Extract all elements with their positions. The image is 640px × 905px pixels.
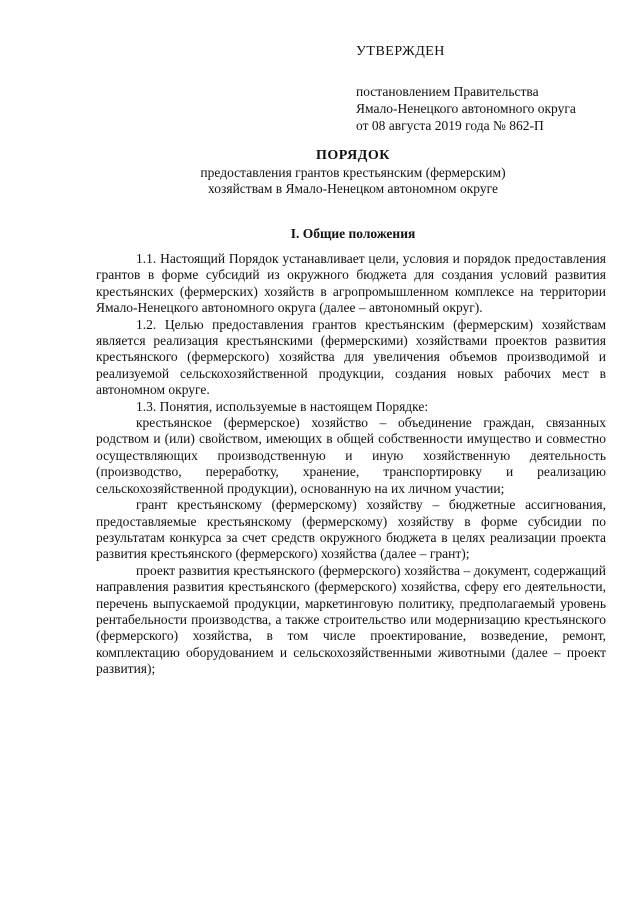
paragraph-1-2: 1.2. Целью предоставления грантов крестьянским (фермерским) хозяйствам является реализация крестьянскими (фермерскими) хозяйствами проектов развития крестьянского (фермерского) хозяйства для увеличения объемов производимой и реализуемой сельскохозяйственной продукции, создания новых рабочих мест в автономном округе.	[96, 316, 606, 398]
definition-grant: грант крестьянскому (фермерскому) хозяйству – бюджетные ассигнования, предоставляемые крестьянскому (фермерскому) хозяйству в форме субсидии по результатам конкурса за счет средств окружного бюджета в целях реализации проекта развития крестьянского (фермерского) хозяйства (далее – грант);	[96, 497, 606, 562]
approval-line: постановлением Правительства	[356, 84, 539, 99]
approval-block	[356, 43, 626, 134]
definition-farm: крестьянское (фермерское) хозяйство – объединение граждан, связанных родством и (или) свойством, имеющих в общей собственности имущество и совместно осуществляющих производственную и иную хозяйственную деятельность (производство, переработку, хранение, транспортировку и реализацию сельскохозяйственной продукции), основанную на их личном участии;	[96, 415, 606, 496]
approval-heading: УТВЕРЖДЕН	[356, 44, 445, 59]
approval-line: Ямало-Ненецкого автономного округа	[356, 101, 576, 116]
paragraph-1-1: 1.1. Настоящий Порядок устанавливает цели, условия и порядок предоставления грантов в форме субсидий из окружного бюджета для создания условий развития крестьянских (фермерских) хозяйств в агропромышленном комплексе на территории Ямало-Ненецкого автономного округа (далее – автономный округ).	[96, 251, 606, 316]
section-heading: I. Общие положения	[290, 226, 416, 241]
document-title-block	[100, 148, 606, 197]
document-subtitle-line: хозяйствам в Ямало-Ненецком автономном округе	[208, 181, 498, 196]
document-subtitle-line: предоставления грантов крестьянским (фермерским)	[200, 165, 506, 180]
paragraph-1-3: 1.3. Понятия, используемые в настоящем Порядке:	[136, 398, 429, 414]
approval-line: от 08 августа 2019 года № 862-П	[356, 118, 544, 133]
definition-project: проект развития крестьянского (фермерского) хозяйства – документ, содержащий направления развития крестьянского (фермерского) хозяйства, сферу его деятельности, перечень выпускаемой продукции, маркетинговую политику, предполагаемый уровень рентабельности производства, а также строительство или модернизацию крестьянского (фермерского) хозяйства, в том числе проектирование, возведение, ремонт, комплектацию оборудованием и сельскохозяйственными животными (далее – проект развития);	[96, 562, 606, 677]
section-body	[96, 251, 606, 678]
document-title: ПОРЯДОК	[316, 148, 390, 163]
